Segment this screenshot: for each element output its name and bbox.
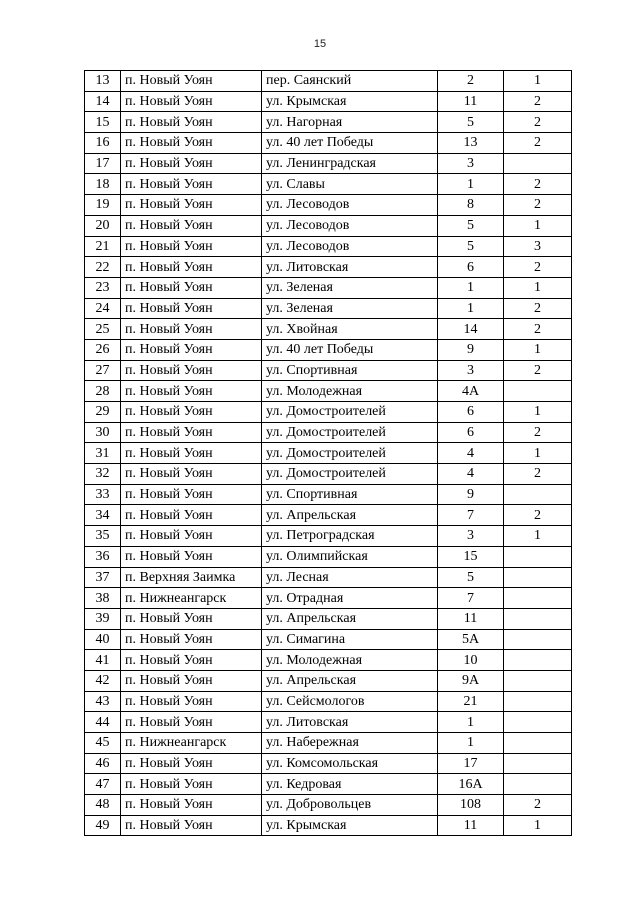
settlement-cell: п. Новый Уоян [121, 298, 262, 319]
page-number: 15 [313, 38, 327, 50]
apartment-cell: 2 [504, 505, 572, 526]
street-cell: ул. Апрельская [262, 505, 438, 526]
street-cell: ул. Кедровая [262, 774, 438, 795]
table-row [85, 360, 572, 381]
table-row [85, 546, 572, 567]
table-row [85, 774, 572, 795]
row-number: 48 [85, 795, 121, 816]
house-number-cell: 9 [438, 484, 504, 505]
settlement-cell: п. Нижнеангарск [121, 733, 262, 754]
settlement-cell: п. Новый Уоян [121, 670, 262, 691]
settlement-cell: п. Новый Уоян [121, 795, 262, 816]
apartment-cell: 2 [504, 298, 572, 319]
apartment-cell [504, 670, 572, 691]
house-number-cell: 1 [438, 733, 504, 754]
house-number-cell: 4 [438, 443, 504, 464]
settlement-cell: п. Новый Уоян [121, 526, 262, 547]
apartment-cell: 2 [504, 319, 572, 340]
street-cell: ул. Зеленая [262, 277, 438, 298]
address-table [84, 70, 572, 836]
row-number: 42 [85, 670, 121, 691]
settlement-cell: п. Новый Уоян [121, 71, 262, 92]
row-number: 16 [85, 133, 121, 154]
settlement-cell: п. Новый Уоян [121, 257, 262, 278]
table-row [85, 484, 572, 505]
house-number-cell: 1 [438, 712, 504, 733]
house-number-cell: 4 [438, 464, 504, 485]
apartment-cell [504, 753, 572, 774]
table-row [85, 753, 572, 774]
row-number: 45 [85, 733, 121, 754]
street-cell: ул. Домостроителей [262, 422, 438, 443]
table-row [85, 339, 572, 360]
table-row [85, 464, 572, 485]
row-number: 33 [85, 484, 121, 505]
street-cell: ул. Крымская [262, 815, 438, 836]
house-number-cell: 5 [438, 215, 504, 236]
table-row [85, 319, 572, 340]
apartment-cell: 2 [504, 464, 572, 485]
house-number-cell: 21 [438, 691, 504, 712]
street-cell: ул. Лесная [262, 567, 438, 588]
apartment-cell: 2 [504, 360, 572, 381]
settlement-cell: п. Новый Уоян [121, 112, 262, 133]
house-number-cell: 7 [438, 505, 504, 526]
house-number-cell: 6 [438, 257, 504, 278]
house-number-cell: 6 [438, 402, 504, 423]
row-number: 28 [85, 381, 121, 402]
settlement-cell: п. Новый Уоян [121, 215, 262, 236]
row-number: 43 [85, 691, 121, 712]
settlement-cell: п. Новый Уоян [121, 236, 262, 257]
row-number: 26 [85, 339, 121, 360]
house-number-cell: 9А [438, 670, 504, 691]
house-number-cell: 5 [438, 236, 504, 257]
table-row [85, 815, 572, 836]
row-number: 19 [85, 195, 121, 216]
house-number-cell: 1 [438, 277, 504, 298]
settlement-cell: п. Новый Уоян [121, 774, 262, 795]
house-number-cell: 1 [438, 174, 504, 195]
apartment-cell: 1 [504, 443, 572, 464]
apartment-cell: 2 [504, 422, 572, 443]
row-number: 13 [85, 71, 121, 92]
apartment-cell: 2 [504, 91, 572, 112]
apartment-cell [504, 567, 572, 588]
apartment-cell: 1 [504, 526, 572, 547]
house-number-cell: 17 [438, 753, 504, 774]
settlement-cell: п. Новый Уоян [121, 319, 262, 340]
street-cell: ул. Набережная [262, 733, 438, 754]
apartment-cell [504, 712, 572, 733]
table-row [85, 381, 572, 402]
apartment-cell: 1 [504, 339, 572, 360]
house-number-cell: 11 [438, 815, 504, 836]
table-row [85, 505, 572, 526]
table-row [85, 733, 572, 754]
street-cell: ул. Молодежная [262, 381, 438, 402]
settlement-cell: п. Новый Уоян [121, 174, 262, 195]
apartment-cell [504, 629, 572, 650]
street-cell: ул. Спортивная [262, 360, 438, 381]
house-number-cell: 3 [438, 153, 504, 174]
house-number-cell: 3 [438, 360, 504, 381]
address-table-body [85, 71, 572, 836]
row-number: 27 [85, 360, 121, 381]
house-number-cell: 13 [438, 133, 504, 154]
street-cell: ул. Лесоводов [262, 195, 438, 216]
row-number: 14 [85, 91, 121, 112]
table-row [85, 133, 572, 154]
row-number: 24 [85, 298, 121, 319]
row-number: 37 [85, 567, 121, 588]
house-number-cell: 5 [438, 567, 504, 588]
table-row [85, 174, 572, 195]
street-cell: ул. Апрельская [262, 670, 438, 691]
apartment-cell [504, 691, 572, 712]
settlement-cell: п. Новый Уоян [121, 815, 262, 836]
apartment-cell: 1 [504, 277, 572, 298]
street-cell: ул. Комсомольская [262, 753, 438, 774]
street-cell: ул. Славы [262, 174, 438, 195]
apartment-cell [504, 153, 572, 174]
settlement-cell: п. Новый Уоян [121, 629, 262, 650]
table-row [85, 588, 572, 609]
settlement-cell: п. Новый Уоян [121, 464, 262, 485]
settlement-cell: п. Новый Уоян [121, 133, 262, 154]
house-number-cell: 2 [438, 71, 504, 92]
house-number-cell: 9 [438, 339, 504, 360]
house-number-cell: 4А [438, 381, 504, 402]
street-cell: ул. Олимпийская [262, 546, 438, 567]
apartment-cell [504, 608, 572, 629]
table-row [85, 422, 572, 443]
house-number-cell: 10 [438, 650, 504, 671]
apartment-cell [504, 774, 572, 795]
apartment-cell: 3 [504, 236, 572, 257]
table-row [85, 443, 572, 464]
apartment-cell: 1 [504, 215, 572, 236]
row-number: 35 [85, 526, 121, 547]
street-cell: ул. Хвойная [262, 319, 438, 340]
apartment-cell: 2 [504, 195, 572, 216]
row-number: 40 [85, 629, 121, 650]
apartment-cell [504, 588, 572, 609]
settlement-cell: п. Верхняя Заимка [121, 567, 262, 588]
table-row [85, 91, 572, 112]
row-number: 39 [85, 608, 121, 629]
settlement-cell: п. Новый Уоян [121, 402, 262, 423]
street-cell: ул. Домостроителей [262, 402, 438, 423]
apartment-cell [504, 546, 572, 567]
street-cell: ул. Лесоводов [262, 236, 438, 257]
apartment-cell: 1 [504, 71, 572, 92]
table-row [85, 712, 572, 733]
street-cell: ул. Литовская [262, 712, 438, 733]
row-number: 22 [85, 257, 121, 278]
street-cell: ул. Зеленая [262, 298, 438, 319]
row-number: 46 [85, 753, 121, 774]
settlement-cell: п. Новый Уоян [121, 277, 262, 298]
street-cell: ул. Спортивная [262, 484, 438, 505]
row-number: 44 [85, 712, 121, 733]
table-row [85, 567, 572, 588]
row-number: 20 [85, 215, 121, 236]
house-number-cell: 15 [438, 546, 504, 567]
settlement-cell: п. Новый Уоян [121, 650, 262, 671]
row-number: 18 [85, 174, 121, 195]
apartment-cell [504, 733, 572, 754]
settlement-cell: п. Новый Уоян [121, 691, 262, 712]
house-number-cell: 11 [438, 608, 504, 629]
settlement-cell: п. Новый Уоян [121, 153, 262, 174]
settlement-cell: п. Новый Уоян [121, 91, 262, 112]
settlement-cell: п. Новый Уоян [121, 546, 262, 567]
table-row [85, 277, 572, 298]
row-number: 15 [85, 112, 121, 133]
apartment-cell [504, 381, 572, 402]
house-number-cell: 108 [438, 795, 504, 816]
street-cell: ул. Петроградская [262, 526, 438, 547]
apartment-cell [504, 484, 572, 505]
apartment-cell: 1 [504, 402, 572, 423]
street-cell: ул. Домостроителей [262, 464, 438, 485]
street-cell: ул. Сейсмологов [262, 691, 438, 712]
street-cell: ул. Крымская [262, 91, 438, 112]
settlement-cell: п. Новый Уоян [121, 381, 262, 402]
apartment-cell: 2 [504, 174, 572, 195]
apartment-cell: 2 [504, 795, 572, 816]
street-cell: ул. Молодежная [262, 650, 438, 671]
row-number: 47 [85, 774, 121, 795]
table-row [85, 402, 572, 423]
street-cell: ул. Симагина [262, 629, 438, 650]
table-row [85, 153, 572, 174]
house-number-cell: 8 [438, 195, 504, 216]
street-cell: пер. Саянский [262, 71, 438, 92]
apartment-cell: 1 [504, 815, 572, 836]
house-number-cell: 6 [438, 422, 504, 443]
settlement-cell: п. Нижнеангарск [121, 588, 262, 609]
settlement-cell: п. Новый Уоян [121, 753, 262, 774]
apartment-cell: 2 [504, 133, 572, 154]
row-number: 36 [85, 546, 121, 567]
settlement-cell: п. Новый Уоян [121, 422, 262, 443]
row-number: 30 [85, 422, 121, 443]
house-number-cell: 5 [438, 112, 504, 133]
table-row [85, 691, 572, 712]
street-cell: ул. Ленинградская [262, 153, 438, 174]
row-number: 17 [85, 153, 121, 174]
house-number-cell: 16А [438, 774, 504, 795]
street-cell: ул. Домостроителей [262, 443, 438, 464]
settlement-cell: п. Новый Уоян [121, 443, 262, 464]
settlement-cell: п. Новый Уоян [121, 360, 262, 381]
house-number-cell: 11 [438, 91, 504, 112]
settlement-cell: п. Новый Уоян [121, 484, 262, 505]
apartment-cell: 2 [504, 112, 572, 133]
house-number-cell: 3 [438, 526, 504, 547]
row-number: 31 [85, 443, 121, 464]
table-row [85, 236, 572, 257]
street-cell: ул. 40 лет Победы [262, 339, 438, 360]
settlement-cell: п. Новый Уоян [121, 339, 262, 360]
apartment-cell: 2 [504, 257, 572, 278]
table-row [85, 629, 572, 650]
street-cell: ул. Лесоводов [262, 215, 438, 236]
row-number: 21 [85, 236, 121, 257]
settlement-cell: п. Новый Уоян [121, 195, 262, 216]
house-number-cell: 7 [438, 588, 504, 609]
table-row [85, 608, 572, 629]
row-number: 29 [85, 402, 121, 423]
table-row [85, 795, 572, 816]
settlement-cell: п. Новый Уоян [121, 505, 262, 526]
house-number-cell: 5А [438, 629, 504, 650]
row-number: 23 [85, 277, 121, 298]
table-row [85, 71, 572, 92]
row-number: 38 [85, 588, 121, 609]
row-number: 49 [85, 815, 121, 836]
table-row [85, 670, 572, 691]
settlement-cell: п. Новый Уоян [121, 608, 262, 629]
row-number: 25 [85, 319, 121, 340]
street-cell: ул. Добровольцев [262, 795, 438, 816]
street-cell: ул. Литовская [262, 257, 438, 278]
table-row [85, 526, 572, 547]
street-cell: ул. 40 лет Победы [262, 133, 438, 154]
row-number: 41 [85, 650, 121, 671]
row-number: 34 [85, 505, 121, 526]
table-row [85, 112, 572, 133]
street-cell: ул. Апрельская [262, 608, 438, 629]
street-cell: ул. Отрадная [262, 588, 438, 609]
table-row [85, 298, 572, 319]
row-number: 32 [85, 464, 121, 485]
table-row [85, 215, 572, 236]
table-row [85, 195, 572, 216]
street-cell: ул. Нагорная [262, 112, 438, 133]
house-number-cell: 14 [438, 319, 504, 340]
apartment-cell [504, 650, 572, 671]
settlement-cell: п. Новый Уоян [121, 712, 262, 733]
table-row [85, 257, 572, 278]
house-number-cell: 1 [438, 298, 504, 319]
table-row [85, 650, 572, 671]
